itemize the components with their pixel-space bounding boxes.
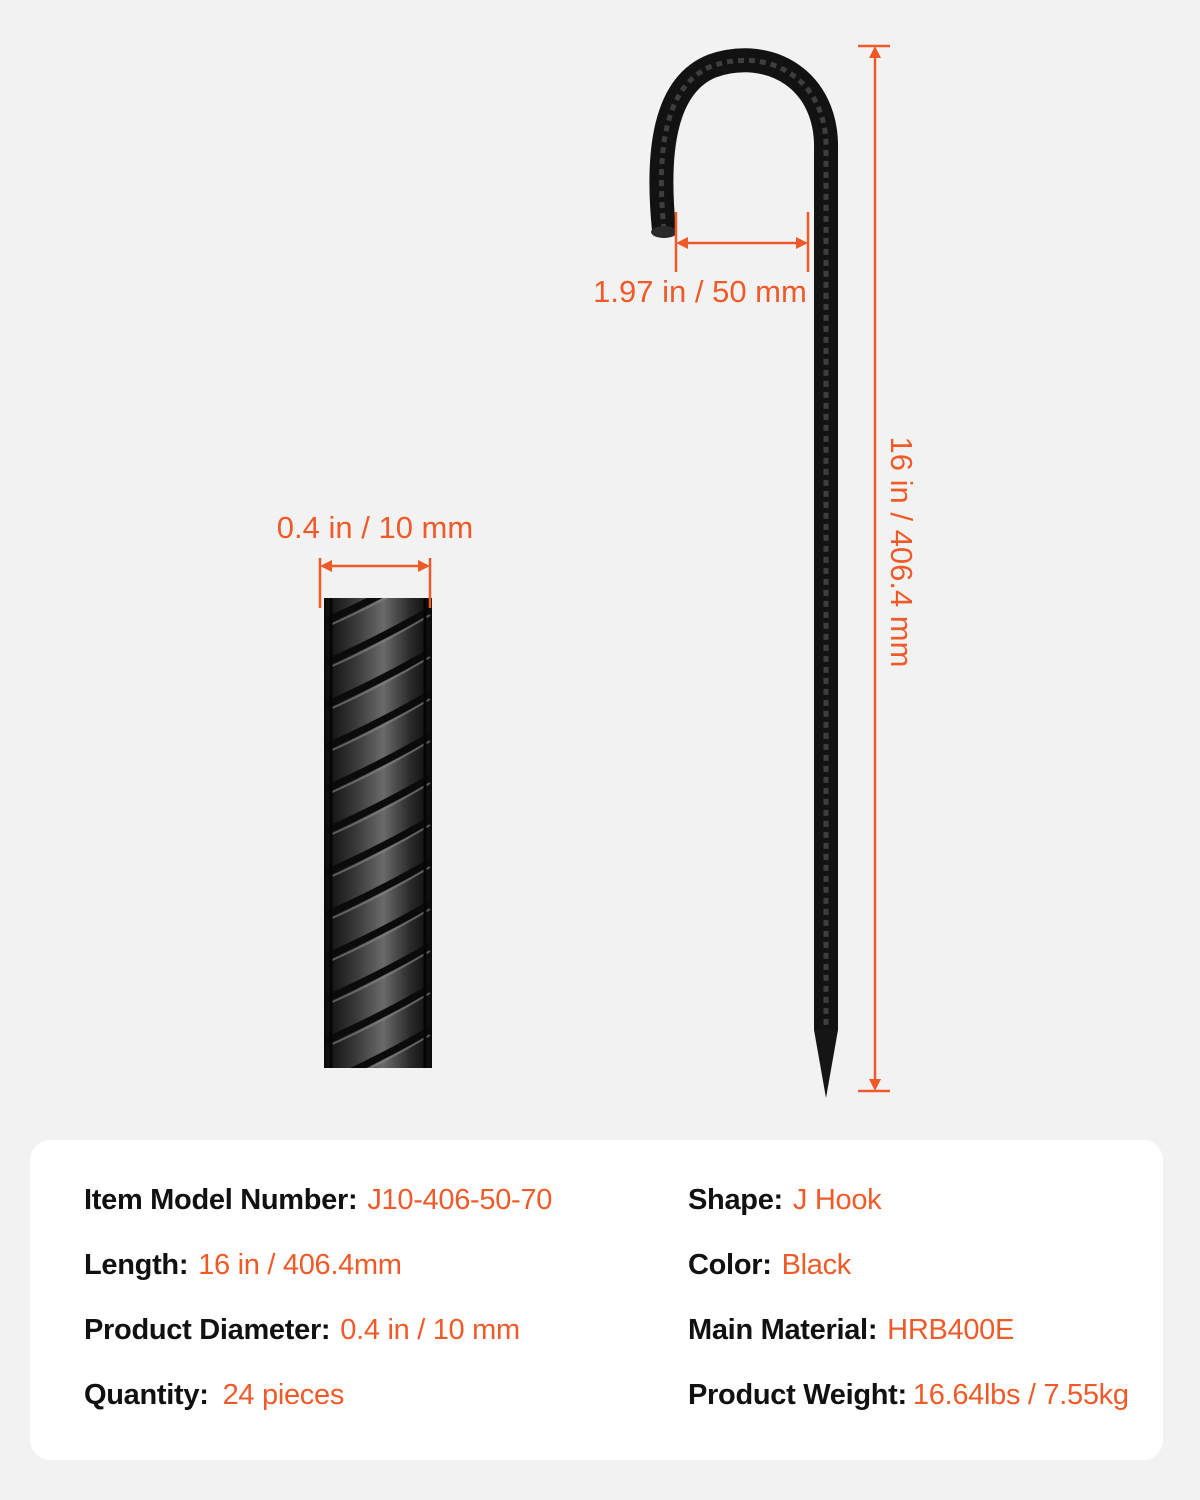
spec-value: 16 in / 406.4mm [198, 1249, 402, 1281]
spec-column-right [688, 1180, 1129, 1440]
spec-value: 24 pieces [222, 1379, 345, 1411]
spec-row-color [688, 1245, 1129, 1310]
spec-column-left [84, 1180, 552, 1440]
spec-key: Quantity: [84, 1379, 209, 1411]
hook-opening-dimension [676, 212, 808, 272]
spec-value: HRB400E [887, 1314, 1015, 1346]
spec-row-model-number [84, 1180, 552, 1245]
spec-row-shape [688, 1180, 1129, 1245]
spec-key: Shape: [688, 1184, 783, 1216]
length-label: 16 in / 406.4 mm [884, 436, 919, 668]
spec-key: Item Model Number: [84, 1184, 358, 1216]
spec-key: Length: [84, 1249, 189, 1281]
spec-key: Color: [688, 1249, 772, 1281]
spec-row-weight [688, 1375, 1129, 1440]
spec-key: Product Diameter: [84, 1314, 331, 1346]
spec-key: Product Weight: [688, 1379, 907, 1411]
spec-row-material [688, 1310, 1129, 1375]
hook-opening-label: 1.97 in / 50 mm [593, 274, 807, 309]
spec-value: 16.64lbs / 7.55kg [912, 1379, 1129, 1411]
spec-row-quantity [84, 1375, 552, 1440]
spec-row-diameter [84, 1310, 552, 1375]
spec-value: J Hook [792, 1184, 882, 1216]
spec-card [30, 1140, 1163, 1460]
diameter-label: 0.4 in / 10 mm [276, 510, 474, 545]
spec-key: Main Material: [688, 1314, 878, 1346]
rebar-closeup [324, 568, 432, 1087]
spec-value: J10-406-50-70 [367, 1184, 553, 1216]
spec-value: 0.4 in / 10 mm [340, 1314, 520, 1346]
j-hook-stake [651, 56, 838, 1098]
spec-value: Black [781, 1249, 851, 1281]
spec-row-length [84, 1245, 552, 1310]
